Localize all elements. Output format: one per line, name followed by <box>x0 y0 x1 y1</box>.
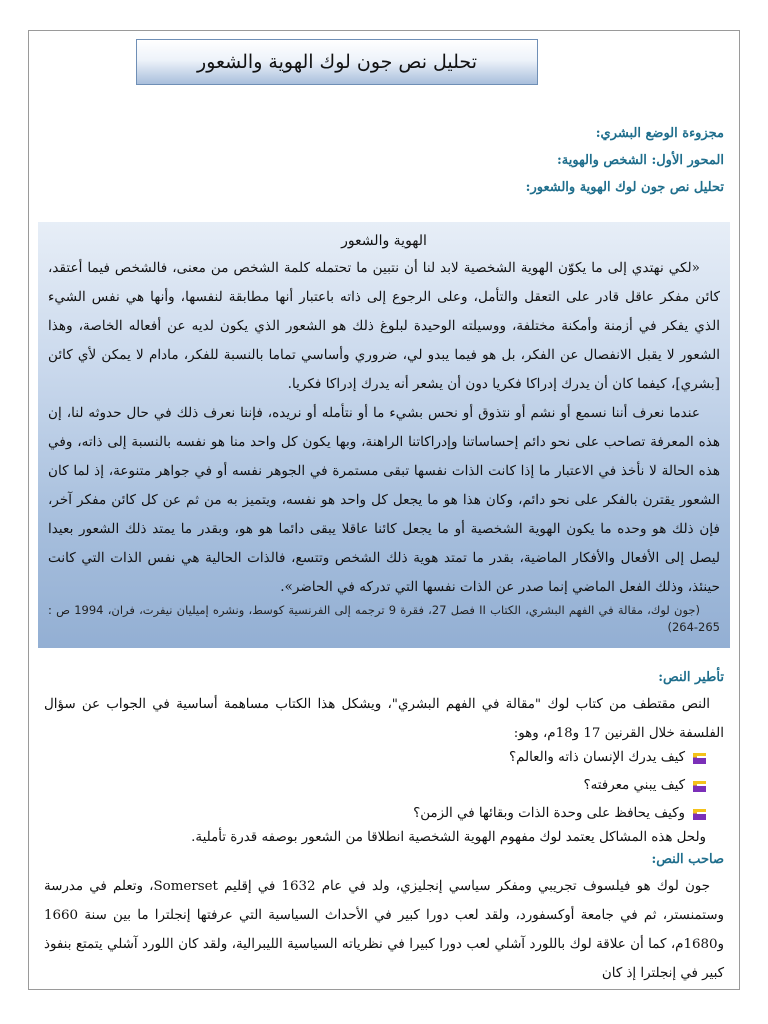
text-excerpt-box <box>38 222 730 648</box>
question-text: كيف يدرك الإنسان ذاته والعالم؟ <box>508 750 685 765</box>
question-item <box>44 744 724 772</box>
question-item <box>44 772 724 800</box>
unit-label: مجزوءة الوضع البشري: <box>595 126 724 141</box>
framing-intro-text: النص مقتطف من كتاب لوك "مقالة في الفهم البشري"، ويشكل هذا الكتاب مساهمة أساسية في الجواب عن سؤال الفلسفة خلال القرنين 17 و18م، وهو: <box>44 697 724 741</box>
question-text: كيف يبني معرفته؟ <box>583 778 685 793</box>
excerpt-paragraph-1: «لكي نهتدي إلى ما يكوّن الهوية الشخصية لابد لنا أن نتبين ما تحتمله كلمة الشخص من معنى، فالشخص فيما أعتقد، كائن مفكر عاقل قادر على التعقل والتأمل، وعلى الرجوع إلى ذاته باعتبار أنها مطابقة لنفسها، وأنها هي نفس الشيء الذي يفكر في أزمنة وأمكنة مختلفة، ووسيلته الوحيدة لبلوغ ذلك هو الشعور الذي يكون لديه عن أفعاله الخاصة، وهذا الشعور لا يقبل الانفصال عن الفكر، بل هو فيما يبدو لي، ضروري وأساسي تماما بالنسبة للفكر، مادام لا يمكن لأي كائن [بشري]، كيفما كان أن يدرك إدراكا فكريا دون أن يشعر أنه يدرك إدراكا فكريا. <box>48 260 720 392</box>
question-text: وكيف يحافظ على وحدة الذات وبقائها في الزمن؟ <box>413 806 685 821</box>
page-title-text: تحليل نص جون لوك الهوية والشعور <box>197 51 477 73</box>
author-bio <box>44 872 724 988</box>
author-bio-text: جون لوك هو فيلسوف تجريبي ومفكر سياسي إنجليزي، ولد في عام 1632 في إقليم Somerset، وتعلم في مدرسة وستمنستر، ثم في جامعة أوكسفورد، ولقد لعب دورا كبير في الأحداث السياسية التي عرفتها إنجلترا ما بين سنة 1660 و1680م، كما أن علاقة لوك باللورد آشلي لعب دورا كبيرا في نظرياته السياسية الليبرالية، ولقد كان اللورد آشلي يتمتع بنفوذ كبير في إنجلترا إذ كان <box>44 879 724 981</box>
flag-bullet-icon <box>693 781 706 792</box>
lesson-label: تحليل نص جون لوك الهوية والشعور: <box>525 180 724 195</box>
author-heading: صاحب النص: <box>651 852 724 867</box>
flag-bullet-icon <box>693 753 706 764</box>
framing-conclusion: ولحل هذه المشاكل يعتمد لوك مفهوم الهوية الشخصية انطلاقا من الشعور بوصفه قدرة تأملية. <box>191 830 706 845</box>
framing-heading: تأطير النص: <box>658 670 724 685</box>
axis-label: المحور الأول: الشخص والهوية: <box>556 153 724 168</box>
excerpt-paragraph-2: عندما نعرف أننا نسمع أو نشم أو نتذوق أو نحس بشيء ما أو نتأمله أو نريده، فإننا نعرف ذلك في حال حدوثه لنا، إن هذه المعرفة تصاحب على نحو دائم إحساساتنا وإدراكاتنا الراهنة، وبها يكون كل واحد منا هو نفسه بالنسبة إلى ذاته، وفي هذه الحالة لا نأخذ في الاعتبار ما إذا كانت الذات نفسها تبقى مستمرة في الجوهر نفسه أو في جواهر متنوعة، إذ لما كان الشعور يقترن بالفكر على نحو دائم، وكان هذا هو ما يجعل كل واحد هو نفسه، ويتميز به من ثم عن كل كائن مفكر آخر، فإن ذلك هو وحده ما يكون الهوية الشخصية أو ما يجعل كائنا عاقلا يبقى دائما هو هو، وبقدر ما يمتد ذلك الشعور بعيدا ليصل إلى الأفعال والأفكار الماضية، بقدر ما تمتد هوية ذلك الشخص وتتسع، فالذات الحالية هي نفس الذات التي كانت حينئذ، وذلك الفعل الماضي إنما صدر عن الذات نفسها التي تدركه في الحاضر». <box>48 405 720 595</box>
flag-bullet-icon <box>693 809 706 820</box>
excerpt-source: (جون لوك، مقالة في الفهم البشري، الكتاب II فصل 27، فقرة 9 ترجمه إلى الفرنسية كوسط، ونشره إميليان نيفرت، فران، 1994 ص : 265-264) <box>48 603 720 634</box>
lesson-meta <box>84 120 724 201</box>
page-title <box>136 39 538 85</box>
framing-intro <box>44 690 724 748</box>
excerpt-heading: الهوية والشعور <box>341 233 427 249</box>
framing-questions <box>44 744 724 828</box>
